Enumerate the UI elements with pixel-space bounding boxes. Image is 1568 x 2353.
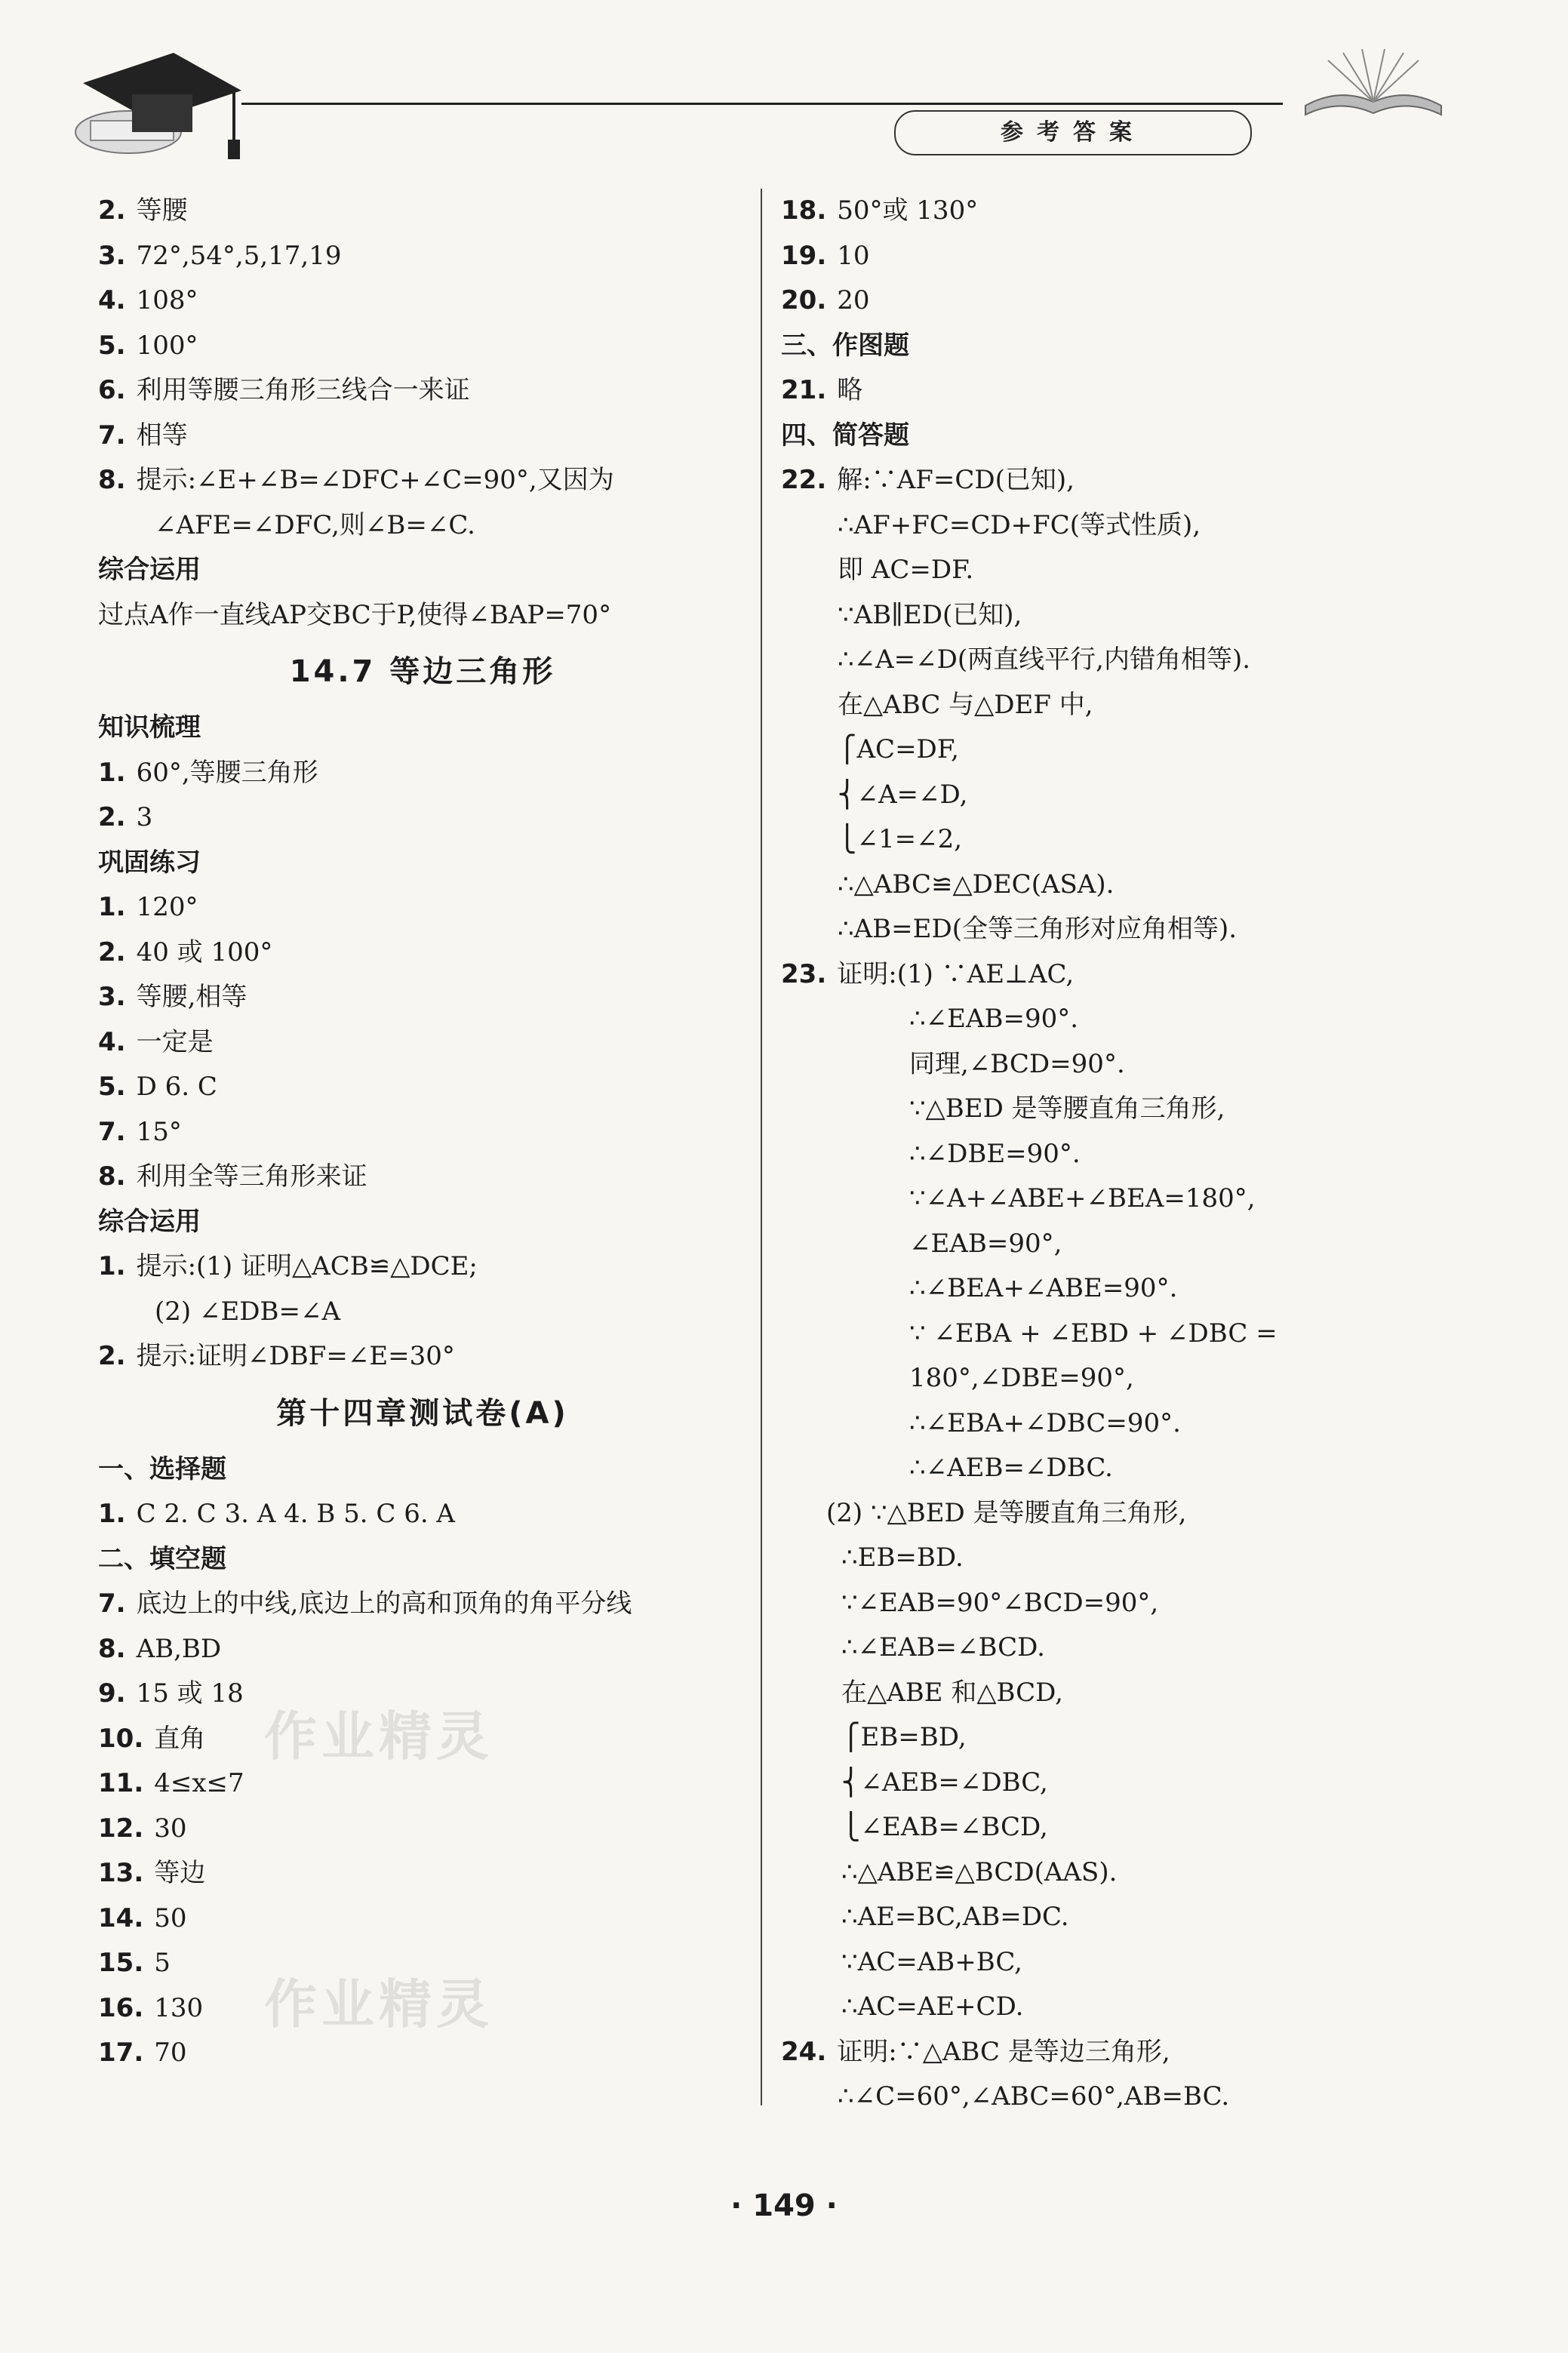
answer-item	[98, 1244, 747, 1290]
answer-item	[781, 952, 1460, 998]
open-book-icon	[1298, 45, 1449, 121]
answer-line: ∴∠EBA+∠DBC=90°.	[909, 1407, 1181, 1438]
section-label: 一、选择题	[98, 1453, 226, 1484]
item-number: 4.	[98, 1026, 126, 1057]
item-text: 利用全等三角形来证	[136, 1161, 367, 1192]
item-number: 2.	[98, 195, 126, 226]
item-text: C 2. C 3. A 4. B 5. C 6. A	[136, 1499, 455, 1529]
section-label: 知识梳理	[98, 712, 201, 743]
item-number: 5.	[98, 330, 126, 361]
answer-line: ⎧EB=BD,	[841, 1722, 967, 1752]
item-text: 50°或 130°	[837, 195, 979, 226]
answer-line: ∴∠AEB=∠DBC.	[909, 1453, 1113, 1483]
answer-item	[98, 1807, 747, 1852]
item-number: 8.	[98, 1633, 126, 1664]
item-text: 一定是	[136, 1026, 214, 1057]
item-number: 3.	[98, 240, 126, 271]
item-text: 10	[837, 240, 870, 271]
item-text: 提示:证明∠DBF=∠E=30°	[136, 1341, 455, 1371]
answer-item	[781, 458, 1460, 503]
answer-item	[98, 1492, 747, 1537]
answer-line: ⎨∠A=∠D,	[838, 779, 968, 810]
item-text: 解:∵AF=CD(已知),	[837, 465, 1075, 495]
item-number: 6.	[98, 375, 126, 405]
item-number: 17.	[98, 2038, 144, 2068]
page-header	[0, 0, 1568, 174]
watermark-1: 作业精灵	[264, 1706, 493, 1767]
answer-item	[781, 189, 1460, 234]
watermark-2: 作业精灵	[264, 1973, 493, 2035]
item-text: 底边上的中线,底边上的高和顶角的角平分线	[136, 1589, 632, 1619]
answer-line: 在△ABC 与△DEF 中,	[838, 689, 1093, 720]
answer-item	[98, 234, 747, 279]
answer-item	[781, 278, 1460, 324]
answer-item	[781, 2030, 1460, 2075]
answer-line: ∴∠C=60°,∠ABC=60°,AB=BC.	[838, 2081, 1230, 2112]
item-text: 15 或 18	[136, 1678, 244, 1709]
graduation-cap-icon	[60, 38, 257, 166]
item-text: 证明:∵△ABC 是等边三角形,	[837, 2036, 1170, 2067]
item-text: 100°	[136, 330, 198, 361]
item-text: D 6. C	[136, 1072, 217, 1102]
item-number: 7.	[98, 1116, 126, 1147]
header-rule	[241, 103, 1283, 105]
item-number: 1.	[98, 757, 126, 788]
answer-line: 同理,∠BCD=90°.	[909, 1048, 1125, 1079]
answer-line: ∵∠A+∠ABE+∠BEA=180°,	[909, 1183, 1256, 1213]
section-label: 四、简答题	[781, 420, 909, 451]
section-label: 三、作图题	[781, 330, 909, 361]
answer-item	[98, 368, 747, 414]
item-number: 7.	[98, 1589, 126, 1619]
answer-line: ∴EB=BD.	[841, 1543, 964, 1573]
item-number: 23.	[781, 958, 827, 989]
answer-item	[98, 1020, 747, 1066]
item-text: 3	[136, 802, 153, 832]
item-text: 直角	[154, 1723, 206, 1754]
item-text: 72°,54°,5,17,19	[136, 240, 342, 271]
answer-line: 在△ABE 和△BCD,	[841, 1677, 1063, 1708]
answer-line: (2) ∠EDB=∠A	[155, 1296, 341, 1327]
item-number: 7.	[98, 420, 126, 451]
item-text: 20	[837, 285, 870, 315]
answer-line: ∴△ABC≌△DEC(ASA).	[838, 869, 1115, 900]
item-number: 8.	[98, 1161, 126, 1192]
section-badge: 参考答案	[894, 110, 1252, 155]
item-text: 等边	[154, 1858, 206, 1888]
answer-item	[98, 458, 747, 503]
item-text: 等腰	[136, 195, 188, 226]
item-number: 2.	[98, 1341, 126, 1371]
answer-line: ⎨∠AEB=∠DBC,	[841, 1767, 1048, 1798]
item-text: 120°	[136, 892, 198, 922]
section-label: 综合运用	[98, 555, 201, 585]
item-number: 2.	[98, 802, 126, 832]
item-number: 18.	[781, 195, 827, 226]
answer-item	[98, 1110, 747, 1155]
item-number: 5.	[98, 1072, 126, 1102]
answer-line: ∠EAB=90°,	[909, 1228, 1062, 1259]
answer-line: ∴AB=ED(全等三角形对应角相等).	[838, 914, 1237, 944]
answer-item	[98, 1155, 747, 1200]
answer-item	[98, 189, 747, 234]
answer-line: ∵△BED 是等腰直角三角形,	[909, 1093, 1225, 1124]
item-number: 2.	[98, 937, 126, 967]
answer-line: 即 AC=DF.	[838, 555, 974, 585]
item-number: 13.	[98, 1858, 144, 1888]
item-text: 30	[154, 1813, 187, 1844]
column-divider	[761, 189, 762, 2105]
answer-item	[781, 368, 1460, 414]
answer-item	[98, 1627, 747, 1672]
answer-line: 过点A作一直线AP交BC于P,使得∠BAP=70°	[98, 599, 612, 630]
section-label: 巩固练习	[98, 847, 201, 878]
answer-item	[781, 234, 1460, 279]
answer-item	[98, 324, 747, 369]
item-text: 利用等腰三角形三线合一来证	[136, 375, 470, 405]
item-number: 12.	[98, 1813, 144, 1844]
item-number: 11.	[98, 1768, 144, 1798]
section-label: 二、填空题	[98, 1543, 226, 1574]
item-text: 40 或 100°	[136, 937, 273, 967]
answer-item	[98, 414, 747, 459]
item-number: 1.	[98, 892, 126, 922]
answer-item	[98, 1065, 747, 1110]
item-number: 9.	[98, 1678, 126, 1709]
item-number: 1.	[98, 1499, 126, 1529]
answer-line: ⎧AC=DF,	[838, 734, 959, 764]
item-text: AB,BD	[136, 1633, 222, 1664]
answer-item	[98, 795, 747, 841]
answer-line: ∴AF+FC=CD+FC(等式性质),	[838, 509, 1201, 540]
item-number: 24.	[781, 2036, 827, 2067]
answer-line: ⎩∠EAB=∠BCD,	[841, 1812, 1048, 1842]
answer-line: ∴∠DBE=90°.	[909, 1138, 1081, 1169]
chapter-heading: 第十四章测试卷(A)	[276, 1395, 569, 1431]
item-text: 70	[154, 2038, 187, 2068]
right-column	[781, 189, 1460, 2120]
page-number: · 149 ·	[730, 2188, 838, 2223]
answer-line: ∠AFE=∠DFC,则∠B=∠C.	[155, 509, 475, 540]
item-text: 证明:(1) ∵AE⊥AC,	[837, 958, 1075, 989]
item-number: 8.	[98, 465, 126, 495]
item-number: 16.	[98, 1992, 144, 2023]
answer-item	[98, 1582, 747, 1627]
item-number: 21.	[781, 375, 827, 405]
answer-item	[98, 1896, 747, 1942]
answer-line: (2) ∵△BED 是等腰直角三角形,	[826, 1497, 1187, 1528]
answer-item	[98, 1851, 747, 1896]
item-number: 3.	[98, 982, 126, 1012]
answer-line: ∴∠EAB=∠BCD.	[841, 1632, 1045, 1662]
item-text: 等腰,相等	[136, 982, 247, 1012]
item-number: 15.	[98, 1948, 144, 1978]
chapter-heading: 14.7 等边三角形	[289, 654, 556, 689]
answer-line: ∴AC=AE+CD.	[841, 1992, 1024, 2022]
answer-line: ∵AC=AB+BC,	[841, 1946, 1022, 1977]
item-text: 4≤x≤7	[154, 1768, 244, 1798]
item-text: 50	[154, 1902, 187, 1933]
item-text: 15°	[136, 1116, 182, 1147]
answer-item	[98, 278, 747, 324]
answer-line: ∴△ABE≌△BCD(AAS).	[841, 1856, 1118, 1887]
item-number: 19.	[781, 240, 827, 271]
item-text: 5	[154, 1948, 171, 1978]
item-text: 提示:(1) 证明△ACB≌△DCE;	[136, 1251, 478, 1281]
answer-item	[98, 751, 747, 796]
answer-line: ∴AE=BC,AB=DC.	[841, 1902, 1069, 1932]
answer-item	[98, 1334, 747, 1380]
item-text: 60°,等腰三角形	[136, 757, 318, 788]
answer-item	[98, 885, 747, 930]
item-number: 14.	[98, 1902, 144, 1933]
item-number: 10.	[98, 1723, 144, 1754]
item-text: 略	[837, 375, 863, 405]
left-column	[98, 189, 747, 2076]
answer-item	[98, 975, 747, 1020]
answer-line: ∴∠A=∠D(两直线平行,内错角相等).	[838, 644, 1251, 675]
answer-line: ∵AB∥ED(已知),	[838, 599, 1022, 630]
answer-line: ∵∠EAB=90°∠BCD=90°,	[841, 1587, 1159, 1618]
item-text: 相等	[136, 420, 188, 451]
answer-line: 180°,∠DBE=90°,	[909, 1363, 1134, 1393]
answer-item	[98, 930, 747, 976]
item-text: 提示:∠E+∠B=∠DFC+∠C=90°,又因为	[136, 465, 614, 495]
answer-line: ∴∠BEA+∠ABE=90°.	[909, 1273, 1178, 1303]
item-number: 1.	[98, 1251, 126, 1281]
item-text: 108°	[136, 285, 198, 315]
section-label: 综合运用	[98, 1206, 201, 1237]
answer-line: ⎩∠1=∠2,	[838, 824, 963, 854]
item-number: 20.	[781, 285, 827, 315]
item-number: 4.	[98, 285, 126, 315]
item-text: 130	[154, 1992, 204, 2023]
answer-line: ∴∠EAB=90°.	[909, 1004, 1079, 1034]
item-number: 22.	[781, 465, 827, 495]
answer-line: ∵ ∠EBA + ∠EBD + ∠DBC =	[909, 1318, 1277, 1349]
